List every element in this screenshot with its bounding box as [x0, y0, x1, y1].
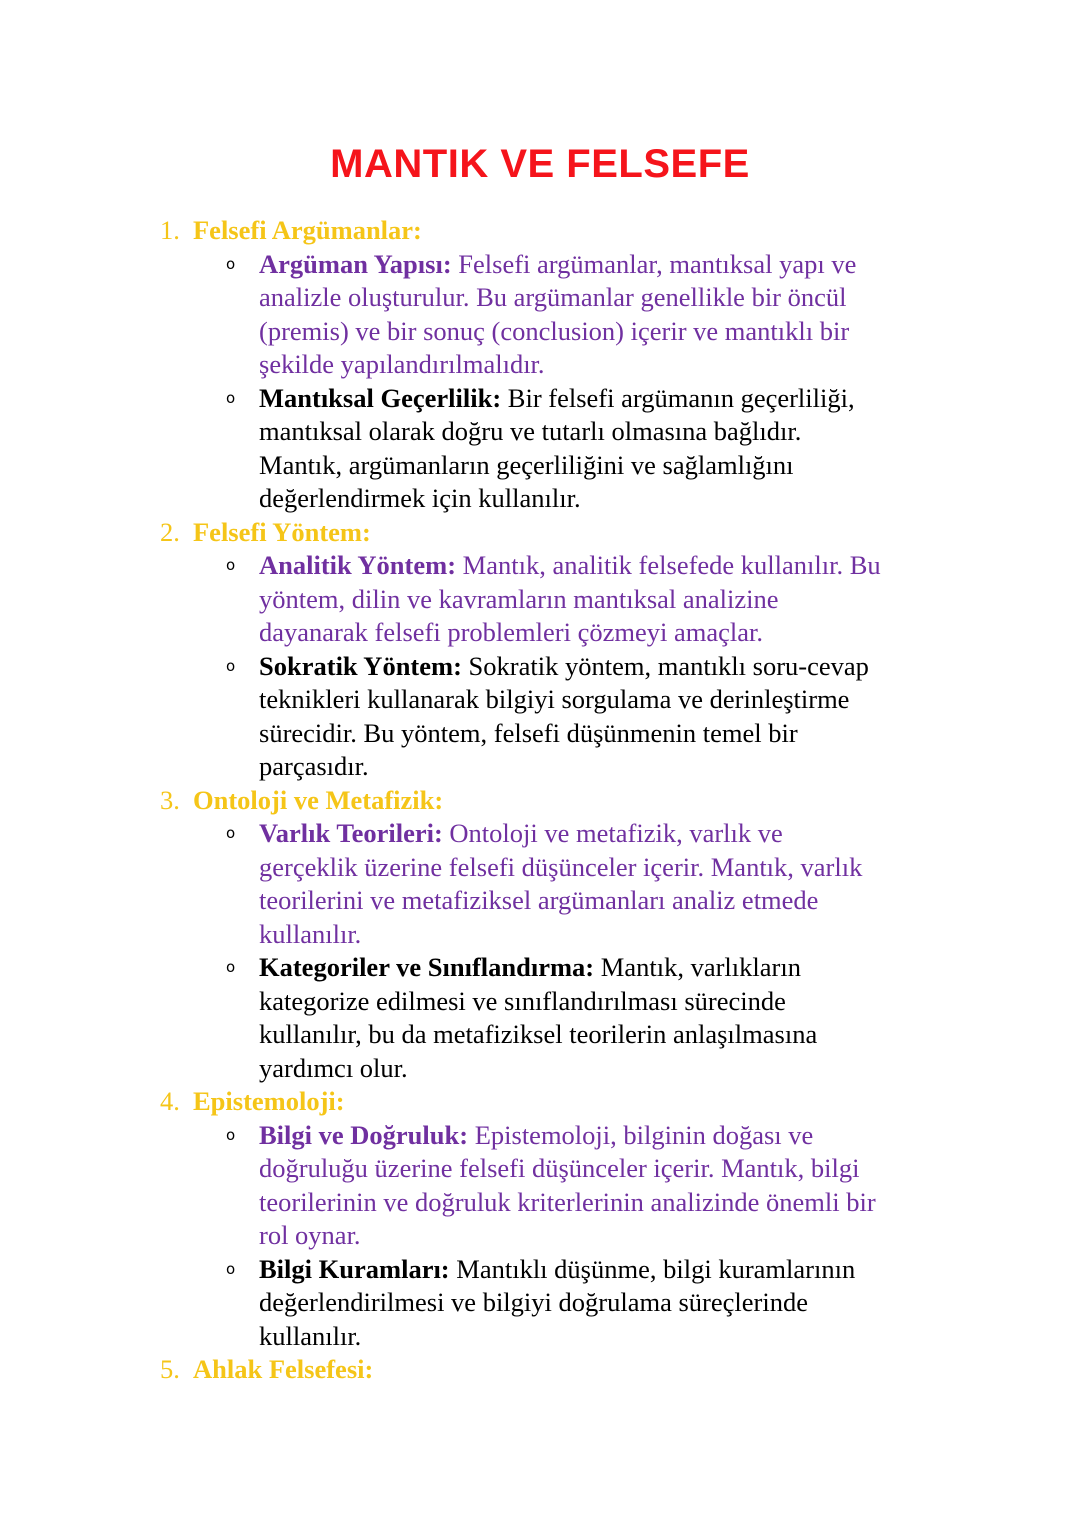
bullet-text: dayanarak felsefi problemleri çözmeyi amaçlar.	[259, 617, 763, 647]
bullet-line	[259, 750, 960, 784]
bullet-text: yöntem, dilin ve kavramların mantıksal analizine	[259, 583, 779, 614]
bullet-term: Varlık Teorileri:	[259, 818, 443, 848]
bullet-line	[259, 851, 960, 885]
bullet-text: Mantık, analitik felsefede kullanılır. Bu	[456, 550, 881, 580]
bullet-circle-icon: o	[226, 1259, 236, 1278]
bullet-item	[160, 382, 960, 516]
bullet-line	[259, 415, 960, 449]
bullet-text: kategorize edilmesi ve sınıflandırılması sürecinde	[259, 985, 786, 1016]
bullet-line	[259, 1018, 960, 1052]
section-number: 1.	[160, 215, 180, 245]
bullet-term: Kategoriler ve Sınıflandırma:	[259, 952, 595, 982]
bullet-line	[259, 549, 960, 583]
bullet-term: Bilgi Kuramları:	[259, 1253, 450, 1284]
bullet-line	[259, 1219, 960, 1253]
bullet-text: rol oynar.	[259, 1220, 361, 1250]
section-number: 2.	[160, 516, 180, 547]
bullet-text: Ontoloji ve metafizik, varlık ve	[442, 818, 783, 848]
bullet-line	[259, 717, 960, 751]
bullet-term: Sokratik Yöntem:	[259, 650, 462, 681]
bullet-line	[259, 1253, 960, 1287]
bullet-text: Sokratik yöntem, mantıklı soru-cevap	[461, 650, 869, 681]
bullet-line	[259, 583, 960, 617]
section-heading	[160, 1085, 960, 1119]
bullet-line	[259, 449, 960, 483]
bullet-line	[259, 348, 960, 382]
bullet-line	[259, 248, 960, 282]
bullet-line	[259, 683, 960, 717]
bullet-circle-icon: o	[226, 824, 236, 842]
section-number: 4.	[160, 1086, 180, 1116]
bullet-text: kullanılır, bu da metafiziksel teorilerin anlaşılmasına	[259, 1019, 818, 1049]
document-body	[160, 214, 960, 1387]
bullet-text: değerlendirilmesi ve bilgiyi doğrulama süreçlerinde	[259, 1287, 808, 1317]
section-number: 5.	[160, 1354, 180, 1384]
section-heading-text: Felsefi Argümanlar:	[193, 215, 422, 245]
bullet-line	[259, 616, 960, 650]
section-heading	[160, 516, 960, 550]
bullet-item	[160, 1119, 960, 1253]
bullet-circle-icon: o	[226, 388, 236, 407]
bullet-item	[160, 248, 960, 382]
page-title: MANTIK VE FELSEFE	[330, 142, 750, 186]
bullet-line	[259, 315, 960, 349]
bullet-text: Mantıklı düşünme, bilgi kuramlarının	[449, 1253, 856, 1284]
bullet-circle-icon: o	[226, 1125, 236, 1144]
bullet-text: Mantık, varlıkların	[594, 952, 801, 982]
section-heading-text: Ontoloji ve Metafizik:	[193, 784, 444, 815]
bullet-term: Mantıksal Geçerlilik:	[259, 382, 502, 413]
section-heading	[160, 784, 960, 818]
bullet-line	[259, 817, 960, 851]
section-number: 3.	[160, 784, 180, 815]
bullet-circle-icon: o	[226, 656, 236, 675]
bullet-text: yardımcı olur.	[259, 1052, 408, 1083]
bullet-text: gerçeklik üzerine felsefi düşünceler içerir. Mantık, varlık	[259, 851, 863, 882]
bullet-line	[259, 1186, 960, 1220]
bullet-line	[259, 918, 960, 952]
bullet-line	[259, 650, 960, 684]
section-heading	[160, 214, 960, 248]
bullet-term: Bilgi ve Doğruluk:	[259, 1119, 469, 1150]
bullet-item	[160, 549, 960, 650]
bullet-line	[259, 1052, 960, 1086]
bullet-term: Analitik Yöntem:	[259, 550, 457, 580]
bullet-term: Argüman Yapısı:	[259, 248, 452, 279]
bullet-item	[160, 1253, 960, 1354]
bullet-text: Bir felsefi argümanın geçerliliği,	[501, 382, 855, 413]
bullet-text: değerlendirmek için kullanılır.	[259, 483, 581, 513]
bullet-text: parçasıdır.	[259, 751, 369, 781]
bullet-text: kullanılır.	[259, 918, 362, 949]
bullet-text: analizle oluşturulur. Bu argümanlar genellikle bir öncül	[259, 282, 847, 312]
bullet-line	[259, 482, 960, 516]
bullet-line	[259, 1286, 960, 1320]
bullet-item	[160, 951, 960, 1085]
bullet-circle-icon: o	[226, 958, 236, 976]
section-heading-text: Epistemoloji:	[193, 1086, 345, 1116]
bullet-circle-icon: o	[226, 254, 236, 273]
bullet-line	[259, 1320, 960, 1354]
bullet-text: sürecidir. Bu yöntem, felsefi düşünmenin temel bir	[259, 717, 798, 748]
bullet-line	[259, 1119, 960, 1153]
bullet-text: Epistemoloji, bilginin doğası ve	[468, 1119, 814, 1150]
bullet-text: (premis) ve bir sonuç (conclusion) içerir ve mantıklı bir	[259, 315, 850, 346]
bullet-line	[259, 382, 960, 416]
bullet-text: Felsefi argümanlar, mantıksal yapı ve	[451, 248, 857, 279]
bullet-line	[259, 281, 960, 315]
bullet-text: teorilerini ve metafiziksel argümanları analiz etmede	[259, 885, 819, 915]
bullet-text: mantıksal olarak doğru ve tutarlı olmasına bağlıdır.	[259, 416, 802, 446]
bullet-text: şekilde yapılandırılmalıdır.	[259, 349, 545, 379]
bullet-item	[160, 817, 960, 951]
bullet-line	[259, 985, 960, 1019]
bullet-text: doğruluğu üzerine felsefi düşünceler içerir. Mantık, bilgi	[259, 1153, 860, 1183]
bullet-line	[259, 884, 960, 918]
bullet-line	[259, 951, 960, 985]
bullet-text: Mantık, argümanların geçerliliğini ve sağlamlığını	[259, 449, 794, 480]
bullet-item	[160, 650, 960, 784]
section-heading	[160, 1353, 960, 1387]
bullet-text: teknikleri kullanarak bilgiyi sorgulama ve derinleştirme	[259, 684, 850, 714]
section-heading-text: Felsefi Yöntem:	[193, 516, 371, 547]
bullet-line	[259, 1152, 960, 1186]
bullet-circle-icon: o	[226, 556, 236, 574]
bullet-text: kullanılır.	[259, 1320, 362, 1351]
bullet-text: teorilerinin ve doğruluk kriterlerinin analizinde önemli bir	[259, 1186, 876, 1217]
section-heading-text: Ahlak Felsefesi:	[193, 1354, 374, 1384]
